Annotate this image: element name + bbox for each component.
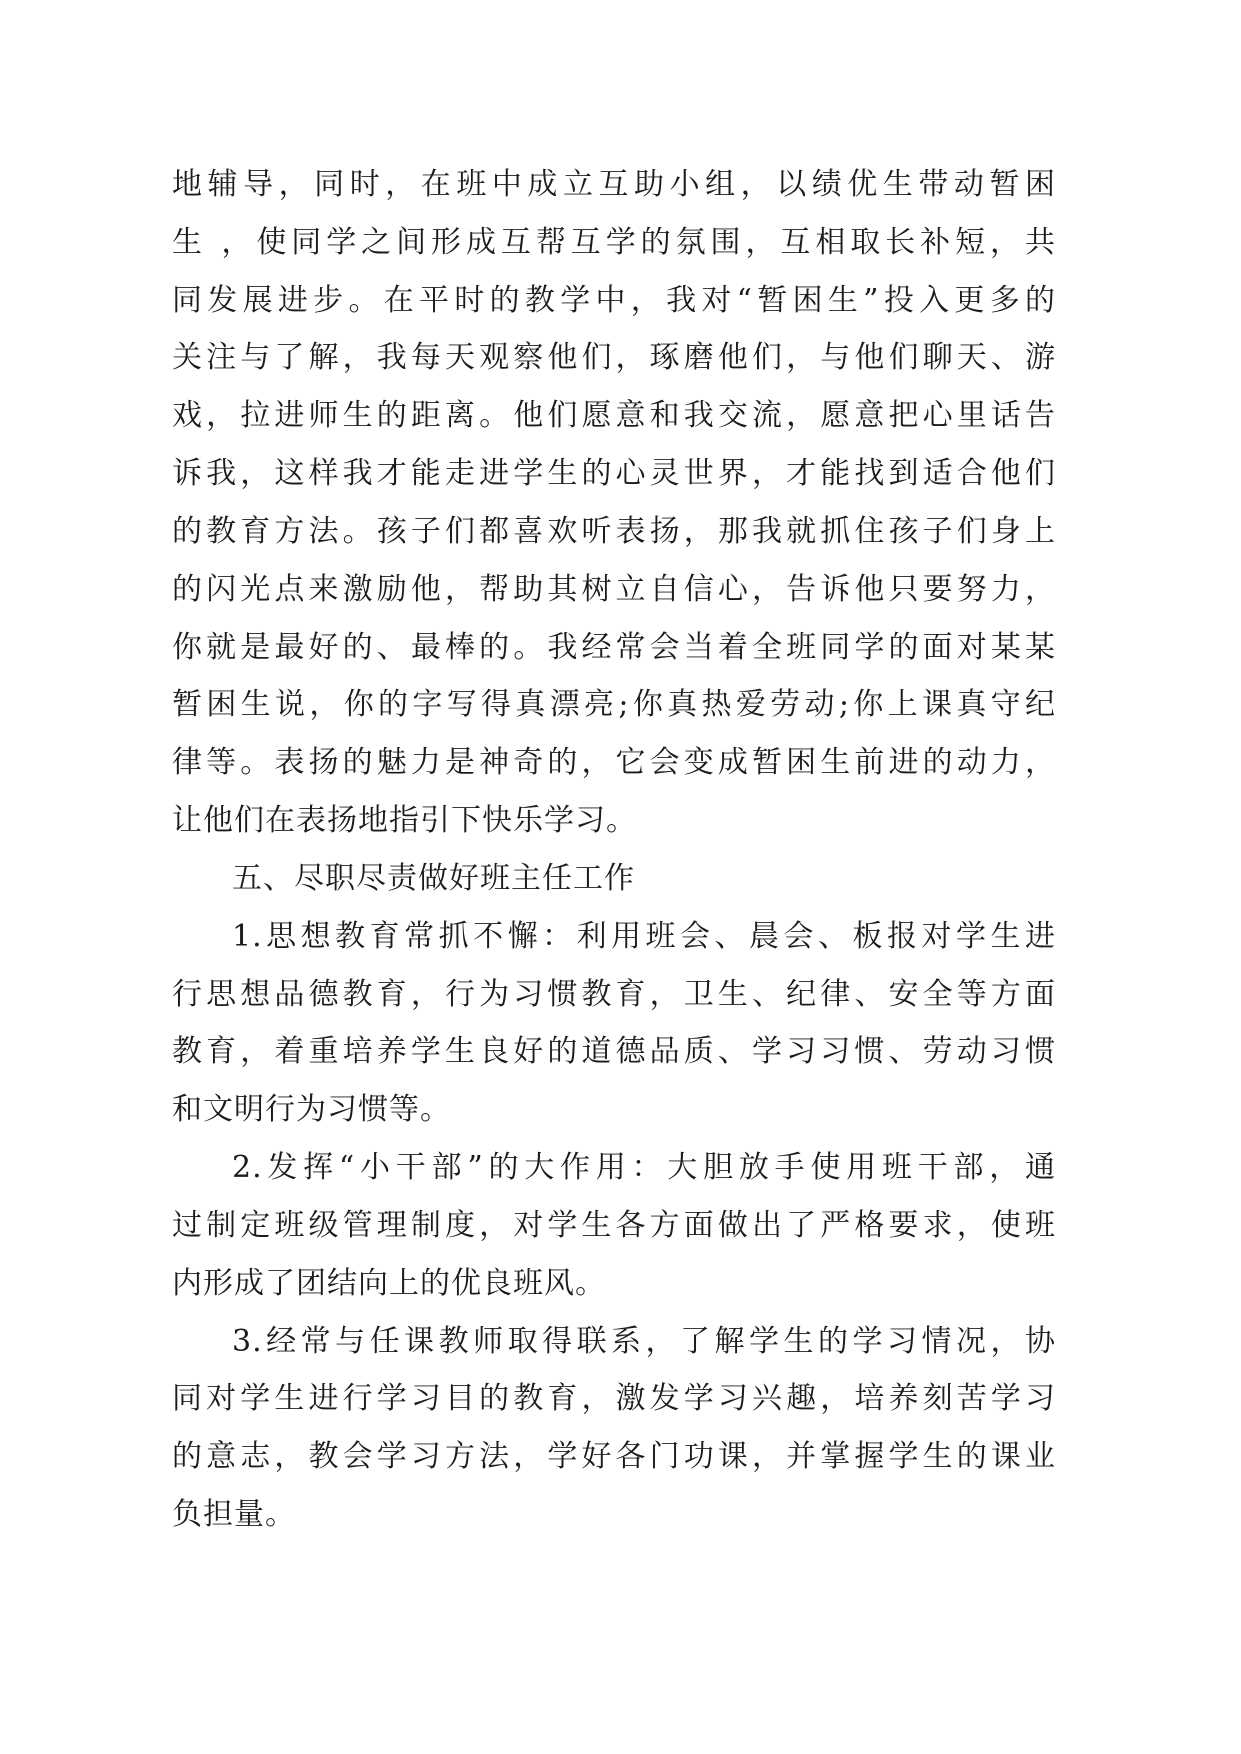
heading-text: 五、尽职尽责做好班主任工作 <box>232 860 635 896</box>
text-line: 的意志，教会学习方法，学好各门功课，并掌握学生的课业 <box>172 1439 1056 1475</box>
section-heading <box>172 850 1056 908</box>
text-line: 关注与了解，我每天观察他们，琢磨他们，与他们聊天、游 <box>172 340 1056 376</box>
text-line: 让他们在表扬地指引下快乐学习。 <box>172 803 637 839</box>
text-line: 同对学生进行学习目的教育，激发学习兴趣，培养刻苦学习 <box>172 1381 1056 1417</box>
text-line: 和文明行为习惯等。 <box>172 1092 451 1128</box>
paragraph-encouragement <box>172 156 1056 850</box>
text-line: 的教育方法。孩子们都喜欢听表扬，那我就抓住孩子们身上 <box>172 513 1056 549</box>
document-body <box>172 156 1056 1544</box>
text-line: 2.发挥“小干部”的大作用：大胆放手使用班干部，通 <box>232 1150 1056 1186</box>
text-line: 3.经常与任课教师取得联系，了解学生的学习情况，协 <box>232 1323 1056 1359</box>
text-line: 你就是最好的、最棒的。我经常会当着全班同学的面对某某 <box>172 629 1056 665</box>
paragraph-item-3 <box>172 1313 1056 1544</box>
text-line: 地辅导，同时，在班中成立互助小组，以绩优生带动暂困 <box>172 167 1056 202</box>
paragraph-item-1 <box>172 908 1056 1139</box>
text-line: 教育，着重培养学生良好的道德品质、学习习惯、劳动习惯 <box>172 1034 1056 1070</box>
text-line: 诉我，这样我才能走进学生的心灵世界，才能找到适合他们 <box>172 456 1056 492</box>
text-line: 暂困生说，你的字写得真漂亮;你真热爱劳动;你上课真守纪 <box>172 687 1056 723</box>
text-line: 律等。表扬的魅力是神奇的，它会变成暂困生前进的动力， <box>172 745 1056 781</box>
text-line: 1.思想教育常抓不懈：利用班会、晨会、板报对学生进 <box>232 918 1056 954</box>
text-line: 过制定班级管理制度，对学生各方面做出了严格要求，使班 <box>172 1207 1056 1243</box>
text-line: 内形成了团结向上的优良班风。 <box>172 1265 606 1301</box>
text-line: 生 ，使同学之间形成互帮互学的氛围，互相取长补短，共 <box>172 224 1056 260</box>
text-line: 戏，拉进师生的距离。他们愿意和我交流，愿意把心里话告 <box>172 398 1056 434</box>
text-line: 负担量。 <box>172 1497 296 1533</box>
text-line: 行思想品德教育，行为习惯教育，卫生、纪律、安全等方面 <box>172 976 1056 1012</box>
paragraph-item-2 <box>172 1139 1056 1312</box>
text-line: 同发展进步。在平时的教学中，我对“暂困生”投入更多的 <box>172 282 1056 318</box>
text-line: 的闪光点来激励他，帮助其树立自信心，告诉他只要努力， <box>172 571 1056 607</box>
